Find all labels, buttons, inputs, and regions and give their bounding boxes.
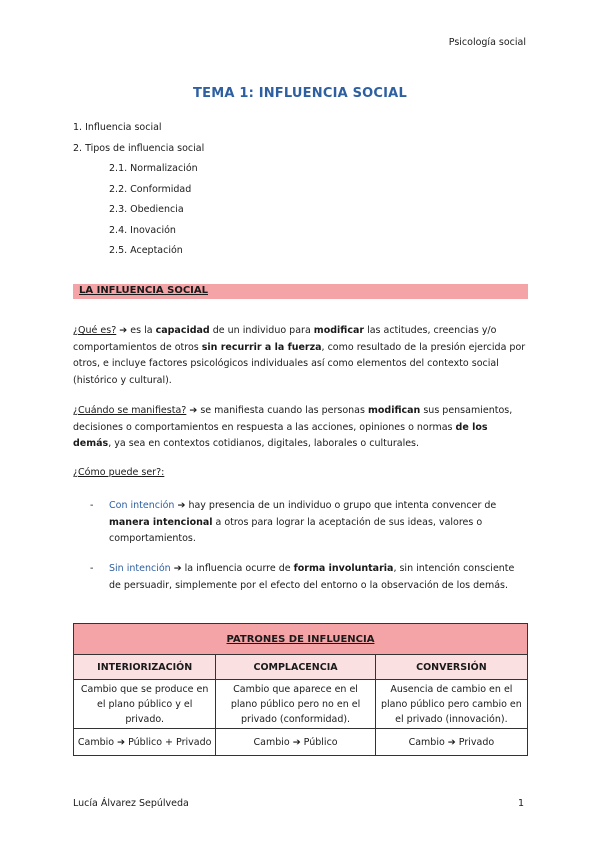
table-title: PATRONES DE INFLUENCIA [226, 633, 375, 645]
bold-text: modificar [313, 325, 365, 336]
toc-subitem: 2.4. Inovación [109, 224, 176, 236]
cuando-paragraph [73, 403, 528, 453]
patrones-table [73, 623, 528, 756]
table-header-interiorizacion: INTERIORIZACIÓN [74, 655, 216, 680]
text: sus pensamientos, decisiones o comportamientos en respuesta a las acciones, opiniones o normas [73, 405, 513, 433]
text: a otros para lograr la aceptación de sus ideas, valores o comportamientos. [109, 516, 483, 544]
table-cell-description: Cambio que se produce en el plano público y el privado. [74, 680, 216, 729]
como-paragraph [73, 465, 528, 482]
text: , sin intención consciente de persuadir, simplemente por el efecto del entorno o la observación de los demás. [109, 563, 515, 591]
toc-item: 2. Tipos de influencia social [73, 142, 205, 154]
bold-text: forma involuntaria [293, 563, 394, 574]
cuando-question: ¿Cuándo se manifiesta? [73, 405, 187, 416]
bullet-dash: - [90, 500, 94, 511]
text: se manifiesta cuando las personas [197, 405, 368, 416]
table-header-complacencia: COMPLACENCIA [216, 655, 375, 680]
text: hay presencia de un individuo o grupo que intenta convencer de [188, 500, 497, 511]
text: de un individuo para [209, 325, 314, 336]
como-question: ¿Cómo puede ser?: [73, 467, 165, 478]
table-of-contents [73, 118, 204, 262]
toc-subitem: 2.5. Aceptación [109, 245, 183, 256]
text: es la [127, 325, 156, 336]
table-cell-result: Cambio ➔ Público + Privado [74, 729, 216, 756]
table-cell-result: Cambio ➔ Público [216, 729, 375, 756]
bold-text: capacidad [155, 325, 210, 336]
toc-subitem: 2.1. Normalización [109, 163, 198, 174]
table-title-cell [74, 624, 528, 655]
table-header-conversion: CONVERSIÓN [375, 655, 527, 680]
header-subject: Psicología social [448, 37, 526, 48]
text: las actitudes, creencias y/o comportamientos de otros [73, 325, 497, 353]
toc-item: 1. Influencia social [73, 122, 162, 133]
que-es-question: ¿Qué es? [73, 325, 117, 336]
arrow-icon: ➔ [189, 405, 198, 416]
con-intencion-label: Con intención [109, 500, 175, 511]
table-cell-description: Cambio que aparece en el plano público pero no en el privado (conformidad). [216, 680, 375, 729]
bold-text: sin recurrir a la fuerza [201, 341, 322, 353]
bold-text: de los demás [73, 421, 488, 449]
footer-author: Lucía Álvarez Sepúlveda [73, 798, 189, 809]
text: , como resultado de la presión ejercida por otros, e incluye factores psicológicos individuales así como elementos del contexto social (histórico y cultural). [73, 341, 526, 386]
table-cell-result: Cambio ➔ Privado [375, 729, 527, 756]
bullet-sin-intencion [90, 561, 525, 594]
page-title: TEMA 1: INFLUENCIA SOCIAL [193, 86, 407, 101]
bold-text: manera intencional [109, 516, 213, 528]
text: la influencia ocurre de [184, 563, 294, 574]
sin-intencion-label: Sin intención [109, 563, 171, 574]
footer-page-number: 1 [518, 798, 525, 809]
bullet-dash: - [90, 563, 94, 574]
text: , ya sea en contextos cotidianos, digitales, laborales o culturales. [108, 438, 420, 449]
toc-subitem: 2.3. Obediencia [109, 204, 184, 215]
bold-text: modifican [367, 405, 421, 416]
que-es-paragraph [73, 323, 528, 389]
arrow-icon: ➔ [119, 325, 128, 336]
bullet-con-intencion [90, 498, 525, 548]
section-heading-bar [73, 284, 528, 299]
table-cell-description: Ausencia de cambio en el plano público pero cambio en el privado (innovación). [375, 680, 527, 729]
arrow-icon: ➔ [174, 500, 189, 511]
arrow-icon: ➔ [170, 563, 185, 574]
toc-subitem: 2.2. Conformidad [109, 183, 192, 195]
section-heading: LA INFLUENCIA SOCIAL [79, 285, 209, 296]
